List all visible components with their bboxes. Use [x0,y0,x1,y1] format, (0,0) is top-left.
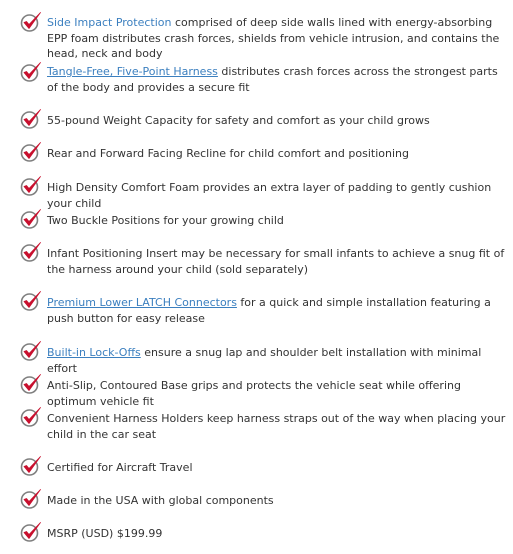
feature-description: High Density Comfort Foam provides an extra layer of padding to gently cushion your child [47,181,492,210]
feature-text: distributes crash forces across the strongest parts of the body and provides a secure fit [47,65,498,94]
feature-description: Made in the USA with global components [47,494,274,507]
feature-description: Two Buckle Positions for your growing child [47,214,284,227]
feature-description [47,64,509,95]
checkmark-circle-icon [19,107,43,131]
checkmark-circle-icon [19,10,43,34]
feature-text: for a quick and simple installation featuring a push button for easy release [47,296,491,325]
feature-link-side-impact-protection[interactable]: Side Impact Protection [47,16,172,29]
checkmark-circle-icon [19,520,43,544]
feature-link-latch-connectors[interactable]: Premium Lower LATCH Connectors [47,296,237,309]
checkmark-circle-icon [19,454,43,478]
feature-description [47,345,509,376]
checkmark-circle-icon [19,372,43,396]
feature-text: comprised of deep side walls lined with energy-absorbing EPP foam distributes crash forces, shields from vehicle intrusion, and contains the head, neck and body [47,16,500,60]
checkmark-circle-icon [19,174,43,198]
feature-description: Rear and Forward Facing Recline for child comfort and positioning [47,147,409,160]
feature-description: MSRP (USD) $199.99 [47,527,163,540]
checkmark-circle-icon [19,240,43,264]
checkmark-circle-icon [19,207,43,231]
feature-text: ensure a snug lap and shoulder belt installation with minimal effort [47,346,482,375]
checkmark-circle-icon [19,405,43,429]
checkmark-circle-icon [19,289,43,313]
feature-description: Infant Positioning Insert may be necessary for small infants to achieve a snug fit of the harness around your child (sold separately) [47,247,505,276]
feature-description [47,15,509,62]
checkmark-circle-icon [19,60,43,84]
feature-description: 55-pound Weight Capacity for safety and comfort as your child grows [47,114,430,127]
feature-description [47,295,509,326]
feature-description: Anti-Slip, Contoured Base grips and protects the vehicle seat while offering optimum vehicle fit [47,379,461,408]
checkmark-circle-icon [19,140,43,164]
feature-link-five-point-harness[interactable]: Tangle-Free, Five-Point Harness [47,65,218,78]
checkmark-circle-icon [19,339,43,363]
feature-description: Certified for Aircraft Travel [47,461,193,474]
checkmark-circle-icon [19,487,43,511]
feature-description: Convenient Harness Holders keep harness straps out of the way when placing your child in the car seat [47,412,506,441]
feature-link-lock-offs[interactable]: Built-in Lock-Offs [47,346,141,359]
